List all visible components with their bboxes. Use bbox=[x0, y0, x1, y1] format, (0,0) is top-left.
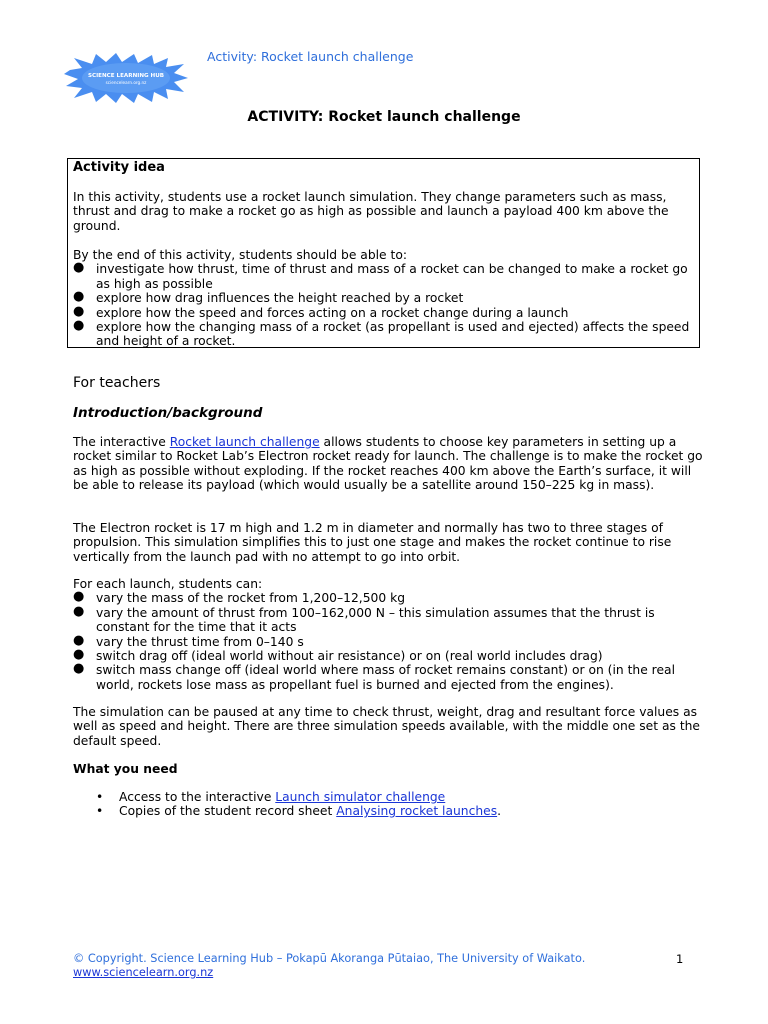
activity-intro-paragraph: In this activity, students use a rocket launch simulation. They change parameters such as mass, thrust and drag to make a rocket go as high as possible and launch a payload 400 km above the ground. bbox=[73, 190, 669, 233]
svg-text:SCIENCE LEARNING HUB: SCIENCE LEARNING HUB bbox=[87, 73, 165, 79]
list-item: ● explore how the speed and forces acting on a rocket change during a launch bbox=[73, 306, 693, 320]
activity-idea-box bbox=[67, 158, 700, 348]
text-span: allows students to choose key parameters in setting up a rocket similar to Rocket Lab’s Electron rocket ready for launch. The challenge is to make the rocket go as high as possible without exploding. If the rocket reaches 400 km above the Earth’s surface, it will be able to release its payload (which would usually be a satellite around 150–225 kg in mass). bbox=[73, 435, 703, 493]
section-heading-for-teachers: For teachers bbox=[73, 375, 161, 391]
options-lead: For each launch, students can: bbox=[73, 577, 263, 591]
text-span: . bbox=[497, 804, 502, 819]
intro-paragraph-1 bbox=[73, 435, 703, 493]
text-span: Access to the interactive bbox=[119, 790, 276, 804]
list-item: ● vary the mass of the rocket from 1,200–12,500 kg bbox=[73, 591, 703, 605]
list-item: ● vary the amount of thrust from 100–162,000 N – this simulation assumes that the thrust is constant for the time that it acts bbox=[73, 606, 703, 635]
simulation-paragraph: The simulation can be paused at any time to check thrust, weight, drag and resultant force values as well as speed and height. There are three simulation speeds available, with the middle one set as the default speed. bbox=[73, 705, 701, 748]
what-you-need-list bbox=[94, 790, 501, 819]
website-link[interactable]: www.sciencelearn.org.nz bbox=[73, 966, 214, 979]
what-you-need-heading: What you need bbox=[73, 762, 178, 776]
list-item: ● explore how the changing mass of a rocket (as propellant is used and ejected) affects the speed and height of a rocket. bbox=[73, 320, 693, 349]
options-list bbox=[73, 591, 703, 692]
rocket-launch-challenge-link[interactable]: Rocket launch challenge bbox=[169, 435, 320, 449]
text-span: Copies of the student record sheet bbox=[119, 804, 337, 819]
outcomes-section bbox=[73, 248, 693, 349]
subheading-introduction: Introduction/background bbox=[73, 405, 263, 421]
text-span: The interactive bbox=[73, 435, 170, 449]
intro-paragraph-2: The Electron rocket is 17 m high and 1.2 m in diameter and normally has two to three stages of propulsion. This simulation simplifies this to just one stage and makes the rocket continue to rise vertically from the launch pad with no attempt to go into orbit. bbox=[73, 521, 672, 564]
page-number: 1 bbox=[676, 952, 684, 966]
activity-idea-heading: Activity idea bbox=[73, 160, 165, 175]
copyright-text: © Copyright. Science Learning Hub – Pokapū Akoranga Pūtaiao, The University of Waikato. bbox=[73, 952, 586, 965]
list-item bbox=[94, 804, 501, 818]
outcomes-list bbox=[73, 262, 693, 348]
footer bbox=[73, 952, 585, 980]
analysing-rocket-launches-link[interactable]: Analysing rocket launches bbox=[336, 804, 498, 819]
list-item: ● switch mass change off (ideal world where mass of rocket remains constant) or on (in the real world, rockets lose mass as propellant fuel is burned and ejected from the engines). bbox=[73, 663, 703, 692]
launch-simulator-link[interactable]: Launch simulator challenge bbox=[275, 790, 446, 804]
header-title: Activity: Rocket launch challenge bbox=[207, 49, 414, 64]
list-item: ● switch drag off (ideal world without air resistance) or on (real world includes drag) bbox=[73, 649, 703, 663]
list-item bbox=[94, 790, 501, 804]
launch-options-section bbox=[73, 577, 703, 692]
list-item: ● investigate how thrust, time of thrust and mass of a rocket can be changed to make a rocket go as high as possible bbox=[73, 262, 693, 291]
outcomes-lead: By the end of this activity, students should be able to: bbox=[73, 248, 408, 262]
list-item: ● explore how drag influences the height reached by a rocket bbox=[73, 291, 693, 305]
list-item: ● vary the thrust time from 0–140 s bbox=[73, 635, 703, 649]
science-learning-hub-logo bbox=[64, 52, 188, 104]
page-title: ACTIVITY: Rocket launch challenge bbox=[247, 109, 521, 125]
svg-text:sciencelearn.org.nz: sciencelearn.org.nz bbox=[105, 80, 147, 85]
